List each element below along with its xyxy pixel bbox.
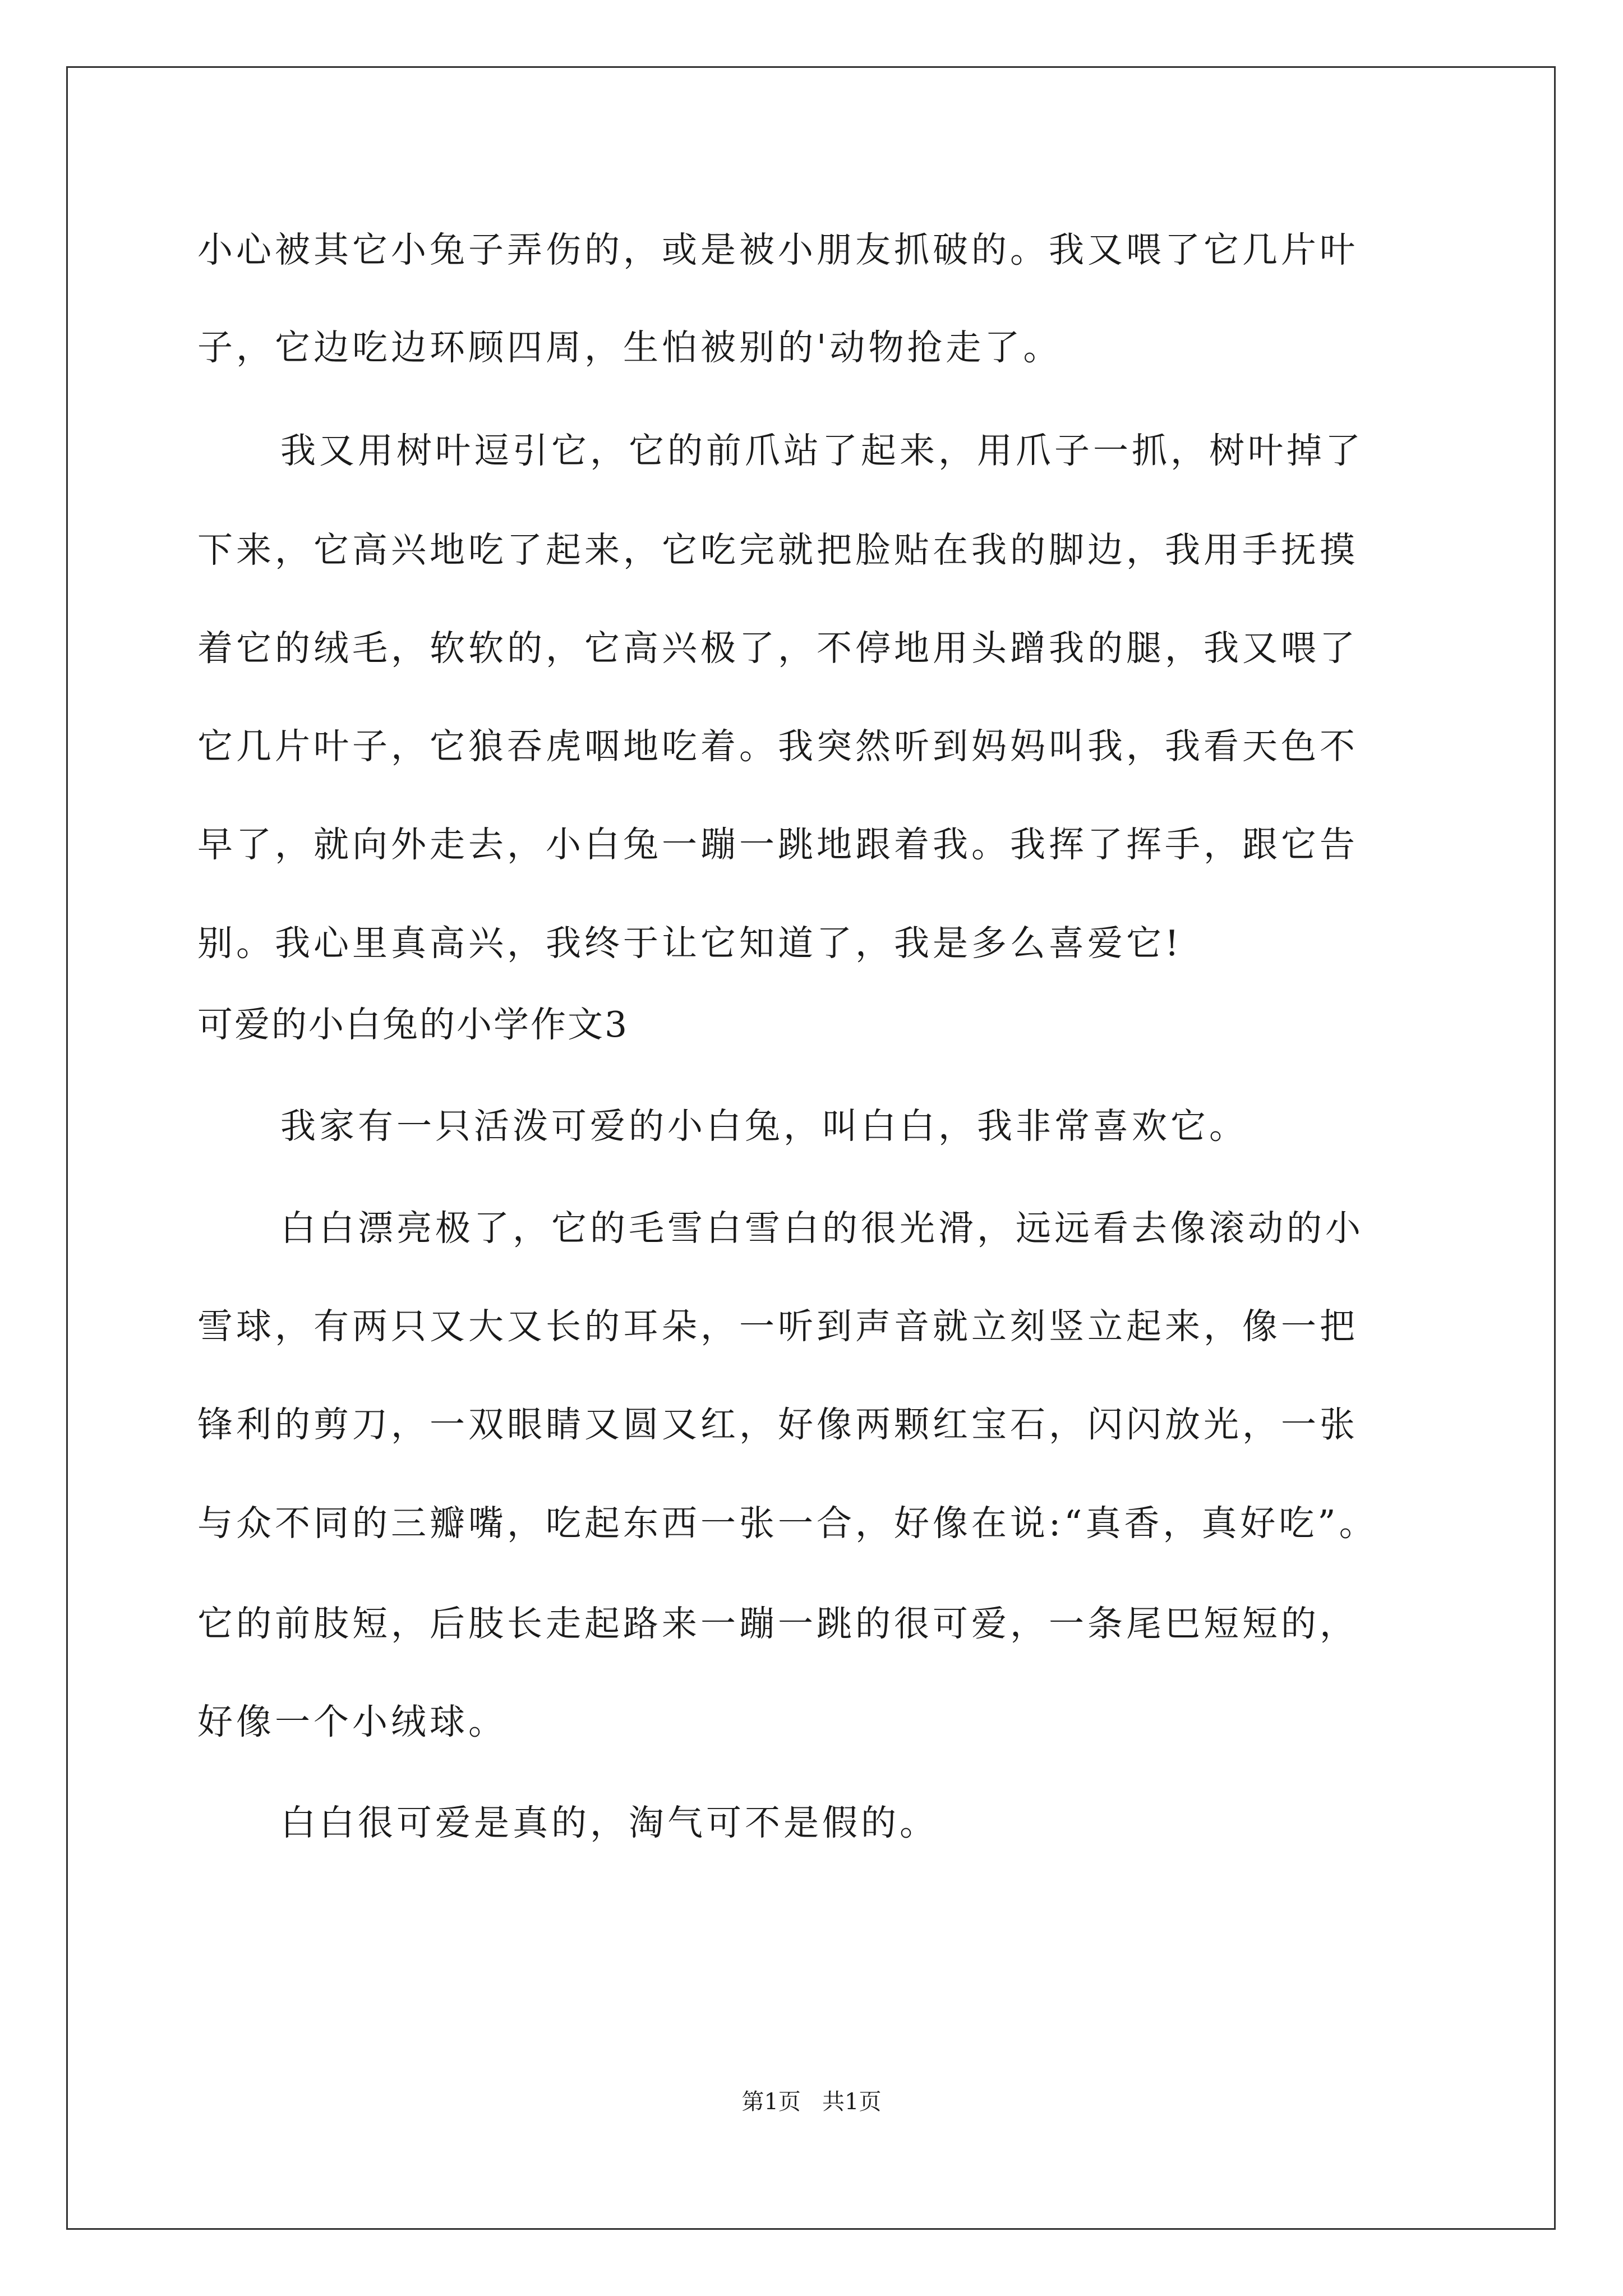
text-line: 早了，就向外走去，小白兔一蹦一跳地跟着我。我挥了挥手，跟它告 bbox=[197, 824, 1358, 865]
page-number-footer: 第1页 共1页 bbox=[741, 2089, 882, 2115]
text-line: 我又用树叶逗引它，它的前爪站了起来，用爪子一抓，树叶掉了 bbox=[280, 430, 1364, 471]
text-line: 雪球，有两只又大又长的耳朵，一听到声音就立刻竖立起来，像一把 bbox=[197, 1306, 1358, 1347]
text-line: 小心被其它小兔子弄伤的，或是被小朋友抓破的。我又喂了它几片叶 bbox=[197, 229, 1358, 270]
text-line: 我家有一只活泼可爱的小白兔，叫白白，我非常喜欢它。 bbox=[280, 1106, 1248, 1147]
text-line: 下来，它高兴地吃了起来，它吃完就把脸贴在我的脚边，我用手抚摸 bbox=[197, 530, 1358, 570]
text-line: 锋利的剪刀，一双眼睛又圆又红，好像两颗红宝石，闪闪放光，一张 bbox=[197, 1404, 1358, 1445]
text-line: 别。我心里真高兴，我终于让它知道了，我是多么喜爱它! bbox=[197, 923, 1183, 964]
text-line: 它几片叶子，它狼吞虎咽地吃着。我突然听到妈妈叫我，我看天色不 bbox=[197, 726, 1358, 767]
text-line: 白白很可爱是真的，淘气可不是假的。 bbox=[280, 1802, 938, 1843]
text-line: 子，它边吃边环顾四周，生怕被别的'动物抢走了。 bbox=[197, 327, 1062, 368]
text-line: 好像一个小绒球。 bbox=[197, 1701, 507, 1742]
text-line: 与众不同的三瓣嘴，吃起东西一张一合，好像在说:“真香，真好吃”。 bbox=[197, 1503, 1378, 1544]
section-heading: 可爱的小白兔的小学作文3 bbox=[197, 1004, 629, 1045]
text-line: 白白漂亮极了，它的毛雪白雪白的很光滑，远远看去像滚动的小 bbox=[280, 1208, 1364, 1249]
text-line: 着它的绒毛，软软的，它高兴极了，不停地用头蹭我的腿，我又喂了 bbox=[197, 628, 1358, 669]
text-line: 它的前肢短，后肢长走起路来一蹦一跳的很可爱，一条尾巴短短的， bbox=[197, 1603, 1358, 1644]
